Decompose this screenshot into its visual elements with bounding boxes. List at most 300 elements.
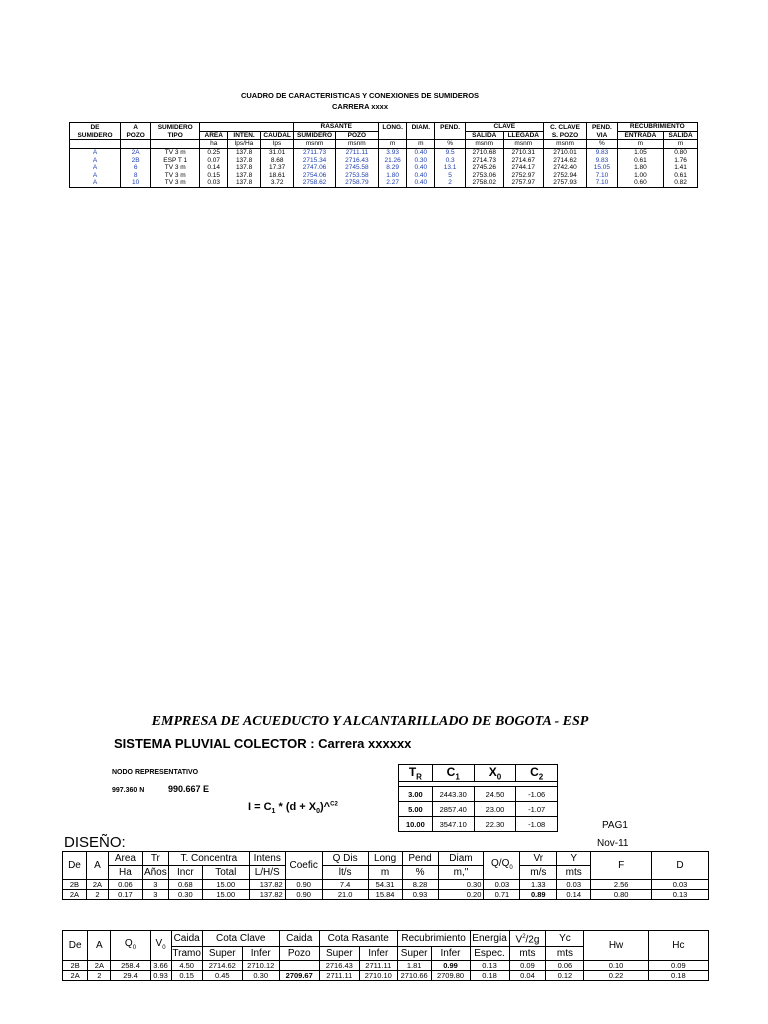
hdr2: m (368, 866, 402, 880)
table-cell: 0.71 (484, 890, 520, 900)
table-cell: 9.83 (587, 148, 617, 156)
table-cell: 3.00 (399, 787, 433, 802)
table-cell: 0.03 (484, 880, 520, 890)
table-row (63, 880, 709, 890)
table-cell: 2A (88, 961, 111, 971)
table-cell: 0.30 (242, 971, 279, 981)
hdr3: msnm (335, 140, 378, 149)
hdr-caida-pozo: Caida (279, 931, 319, 947)
table-cell: 0.30 (438, 880, 484, 890)
hdr2: ENTRADA (617, 131, 664, 140)
hdr-recub: Recubrimiento (397, 931, 470, 947)
table-cell: 0.03 (557, 880, 591, 890)
table-cell: A (70, 172, 121, 180)
table-cell: A (70, 156, 121, 164)
hdr2: Espec. (470, 947, 509, 961)
hdr-clave: CLAVE (465, 123, 543, 132)
table-cell: 2A (120, 148, 150, 156)
table-cell: 0.40 (407, 164, 435, 172)
table-row (399, 817, 558, 832)
table-row (63, 971, 709, 981)
table-cell: 1.81 (397, 961, 431, 971)
table-cell: 0.06 (108, 880, 142, 890)
hdr-text: Q (124, 937, 133, 949)
hdr2 (435, 131, 465, 140)
table-cell: 2A (63, 890, 87, 900)
table-cell: 2710.01 (543, 148, 586, 156)
table-cell: TV 3 m (151, 148, 200, 156)
table-cell: -1.08 (516, 817, 558, 832)
table-cell: 0.15 (171, 971, 202, 981)
hdr2: POZO (120, 131, 150, 140)
table-row (70, 156, 698, 164)
table-cell: 2714.67 (503, 156, 543, 164)
table-cell: 18.61 (260, 172, 294, 180)
table-cell: 0.99 (431, 961, 470, 971)
hdr-sub: 0 (162, 944, 166, 951)
table-cell: 0.30 (168, 890, 202, 900)
header-row-2 (70, 131, 698, 140)
table-cell: TV 3 m (151, 172, 200, 180)
formula-part: * (d + X (275, 801, 317, 813)
hdr-de: De (63, 852, 87, 880)
table-cell: 0.18 (470, 971, 509, 981)
hdr2: L/H/S (249, 866, 285, 880)
hdr-a: A (88, 931, 111, 961)
hdr2: CAUDAL (260, 131, 294, 140)
hdr-recub: RECUBRIMIENTO (617, 123, 697, 132)
table-cell: 3 (142, 890, 168, 900)
table-cell: 0.03 (200, 179, 228, 187)
hdr-a: A (120, 123, 150, 132)
table-cell: 2757.93 (543, 179, 586, 187)
rain-header (399, 765, 558, 782)
table-cell: 2744.17 (503, 164, 543, 172)
table-cell: 0.3 (435, 156, 465, 164)
table-cell: 0.03 (652, 880, 709, 890)
coord-n: 997.360 N (112, 787, 145, 794)
hdr2: Total (202, 866, 249, 880)
hdr-vr: Vr (520, 852, 557, 866)
table-cell: -1.06 (516, 787, 558, 802)
nodo-label: NODO REPRESENTATIVO (112, 769, 199, 776)
hdr-long: LONG. (379, 123, 407, 132)
hdr2: Años (143, 867, 167, 878)
table-cell: 0.90 (285, 890, 322, 900)
table-cell: 137.82 (249, 890, 285, 900)
hdr3: m (379, 140, 407, 149)
table-cell: 10.00 (399, 817, 433, 832)
formula-part: I = C (248, 801, 272, 813)
table-cell: 21.26 (379, 156, 407, 164)
formula-sub: 0 (316, 808, 321, 816)
table-cell: 1.80 (617, 164, 664, 172)
table-cell: 137.8 (228, 164, 261, 172)
table-cell: 6 (120, 164, 150, 172)
hdr-blank (200, 123, 294, 132)
table-row (399, 787, 558, 802)
table-cell: 0.25 (200, 148, 228, 156)
table-cell: 2 (86, 890, 108, 900)
table-cell: 0.20 (438, 890, 484, 900)
hdr2: Ha (108, 866, 142, 880)
hdr2: Incr (168, 866, 202, 880)
hdr-intens: Intens (249, 852, 285, 866)
hdr2: SALIDA (465, 131, 503, 140)
hdr-v0 (150, 931, 171, 961)
table-cell: 2714.62 (202, 961, 242, 971)
table-cell: 0.07 (200, 156, 228, 164)
header-row-1 (70, 123, 698, 132)
design-table-1 (62, 851, 709, 900)
table-row (70, 148, 698, 156)
table-cell: 2752.94 (543, 172, 586, 180)
table-row (70, 164, 698, 172)
table-cell: -1.07 (516, 802, 558, 817)
table-cell: 0.04 (509, 971, 546, 981)
table-cell: 2711.11 (319, 971, 359, 981)
table-cell: 7.4 (322, 880, 368, 890)
table-cell: 0.13 (470, 961, 509, 971)
table-cell: 2711.73 (294, 148, 335, 156)
hdr3: % (587, 140, 617, 149)
hdr-yc: Yc (546, 931, 584, 947)
table-cell: 0.80 (591, 890, 652, 900)
hdr-cota-clave: Cota Clave (202, 931, 279, 947)
table-row (63, 961, 709, 971)
hdr3: msnm (503, 140, 543, 149)
header-row-3 (70, 140, 698, 149)
table-cell: 2711.11 (359, 961, 397, 971)
table-cell: 2754.06 (294, 172, 335, 180)
hdr-long: Long (368, 852, 402, 866)
hdr3: msnm (543, 140, 586, 149)
table-cell: 2758.62 (294, 179, 335, 187)
rain-parameters-table (398, 764, 558, 832)
table-cell: 15.00 (202, 890, 249, 900)
table-cell: 2758.79 (335, 179, 378, 187)
hdr2: mts (546, 947, 584, 961)
table-cell: 0.68 (168, 880, 202, 890)
hdr-y: Y (557, 852, 591, 866)
hdr2: Super (397, 947, 431, 961)
hdr-hc: Hc (648, 931, 708, 961)
hdr-pend: PEND. (435, 123, 465, 132)
table-cell: 2B (63, 961, 88, 971)
hdr-text: T (408, 765, 417, 779)
hdr2: lt/s (322, 866, 368, 880)
hdr2: INTEN. (228, 131, 261, 140)
table-cell: 2.56 (591, 880, 652, 890)
table-cell: 2757.97 (503, 179, 543, 187)
top-title: CUADRO DE CARACTERISTICAS Y CONEXIONES DE SUMIDEROS (240, 91, 480, 100)
design2-header-1 (63, 931, 709, 947)
table-cell: A (70, 179, 121, 187)
table-cell: 3 (142, 880, 168, 890)
hdr-sup: 2 (522, 934, 526, 940)
hdr-diam: Diam (438, 852, 484, 866)
table-cell (279, 961, 319, 971)
table-cell: 2A (86, 880, 108, 890)
table-cell: 0.17 (108, 890, 142, 900)
hdr-a: A (86, 852, 108, 880)
table-cell: TV 3 m (151, 179, 200, 187)
formula-part: )^ (320, 801, 331, 813)
table-cell: 0.22 (584, 971, 648, 981)
table-cell: 1.76 (664, 156, 698, 164)
table-cell: 0.60 (617, 179, 664, 187)
hdr3 (120, 140, 150, 149)
table-cell: 15.00 (202, 880, 249, 890)
table-cell: 3.66 (150, 961, 171, 971)
table-cell: 3.93 (379, 148, 407, 156)
hdr2: Infer (431, 947, 470, 961)
table-cell: 0.12 (546, 971, 584, 981)
table-cell: 0.80 (664, 148, 698, 156)
table-cell: 0.93 (150, 971, 171, 981)
hdr-cclave: C. CLAVE (543, 123, 586, 132)
table-cell: 0.30 (407, 156, 435, 164)
hdr-sub: 0 (496, 772, 502, 782)
hdr2: Infer (359, 947, 397, 961)
table-cell: 2857.40 (432, 802, 474, 817)
design1-header-1 (63, 852, 709, 866)
hdr-sub: 0 (509, 864, 513, 871)
table-cell: 0.06 (546, 961, 584, 971)
table-cell: 31.01 (260, 148, 294, 156)
table-cell: 137.8 (228, 172, 261, 180)
table-cell: 9.83 (587, 156, 617, 164)
design-table-2 (62, 930, 709, 981)
hdr3: lps (260, 140, 294, 149)
table-cell: 2710.10 (359, 971, 397, 981)
table-cell: 3.72 (260, 179, 294, 187)
table-cell: 17.37 (260, 164, 294, 172)
table-cell: 2.27 (379, 179, 407, 187)
table-cell: 0.18 (648, 971, 708, 981)
table-cell: 0.40 (407, 172, 435, 180)
table-cell: 1.80 (379, 172, 407, 180)
table-cell: 0.10 (584, 961, 648, 971)
table-cell: 0.09 (648, 961, 708, 971)
table-cell: 2710.68 (465, 148, 503, 156)
hdr-sub: R (416, 772, 422, 782)
table-cell: 2 (88, 971, 111, 981)
hdr2: VIA (587, 131, 617, 140)
table-cell: 7.10 (587, 179, 617, 187)
hdr2: mts (509, 947, 546, 961)
table-row (399, 802, 558, 817)
table-cell: 2714.73 (465, 156, 503, 164)
table-cell: 2715.34 (294, 156, 335, 164)
hdr2: LLEGADA (503, 131, 543, 140)
hdr2: m," (438, 866, 484, 880)
hdr3: m (617, 140, 664, 149)
table-cell: 2710.66 (397, 971, 431, 981)
hdr2: Pozo (279, 947, 319, 961)
table-cell: 10 (120, 179, 150, 187)
hdr-sub: 1 (455, 772, 460, 782)
hdr-sub: 0 (132, 944, 137, 951)
hdr-text: V (515, 934, 523, 946)
table-cell: 0.90 (285, 880, 322, 890)
table-cell: 137.8 (228, 148, 261, 156)
table-cell: 8 (120, 172, 150, 180)
formula-sup: C2 (330, 801, 338, 808)
hdr-hw: Hw (584, 931, 648, 961)
table-cell: 24.50 (474, 787, 516, 802)
top-subtitle: CARRERA xxxx (332, 102, 388, 111)
hdr2: SUMIDERO (294, 131, 335, 140)
hdr-de: DE (70, 123, 121, 132)
table-cell: 2753.58 (335, 172, 378, 180)
table-cell: 2710.31 (503, 148, 543, 156)
table-cell: 2745.26 (465, 164, 503, 172)
hdr-qdis: Q Dis (322, 852, 368, 866)
table-cell: 22.30 (474, 817, 516, 832)
hdr2: SALIDA (664, 131, 698, 140)
hdr-text: C (446, 765, 456, 779)
hdr2: % (402, 866, 438, 880)
table-cell: 0.89 (520, 890, 557, 900)
hdr2: POZO (335, 131, 378, 140)
hdr-pendvia: PEND. (587, 123, 617, 132)
hdr-tr (399, 765, 433, 782)
hdr2: Infer (242, 947, 279, 961)
sumideros-table (69, 122, 698, 188)
table-cell: 2716.43 (335, 156, 378, 164)
table-cell: 5 (435, 172, 465, 180)
table-cell: 9.5 (435, 148, 465, 156)
table-cell: 0.61 (617, 156, 664, 164)
formula-sub: 1 (271, 808, 276, 816)
hdr2: Super (202, 947, 242, 961)
table-cell: 23.00 (474, 802, 516, 817)
hdr-de: De (63, 931, 88, 961)
hdr2: mts (557, 866, 591, 880)
table-cell: 2716.43 (319, 961, 359, 971)
hdr2: AREA (200, 131, 228, 140)
hdr3: msnm (294, 140, 335, 149)
table-cell: 7.10 (587, 172, 617, 180)
hdr2: TIPO (151, 131, 200, 140)
table-cell: 0.09 (509, 961, 546, 971)
hdr3: % (435, 140, 465, 149)
table-cell: 2B (120, 156, 150, 164)
date: Nov-11 (597, 838, 629, 849)
hdr-pend: Pend (402, 852, 438, 866)
hdr-v2g (509, 931, 546, 947)
hdr-caida: Caida (171, 931, 202, 947)
table-cell: 8.29 (379, 164, 407, 172)
table-cell: 2753.06 (465, 172, 503, 180)
table-cell: 0.93 (402, 890, 438, 900)
hdr-coefic: Coefic (285, 852, 322, 880)
table-cell: 2742.40 (543, 164, 586, 172)
hdr3 (151, 140, 200, 149)
table-cell: 0.15 (200, 172, 228, 180)
hdr-cota-rasante: Cota Rasante (319, 931, 397, 947)
table-cell: 2709.67 (279, 971, 319, 981)
table-cell: 13.1 (435, 164, 465, 172)
hdr3: m (407, 140, 435, 149)
table-row (70, 172, 698, 180)
page-number: PAG1 (602, 820, 628, 831)
hdr2: SUMIDERO (70, 131, 121, 140)
hdr-text: V (155, 937, 163, 949)
table-cell: 4.50 (171, 961, 202, 971)
hdr-diam: DIAM. (407, 123, 435, 132)
table-cell: TV 3 m (151, 164, 200, 172)
hdr-d: D (652, 852, 709, 880)
hdr-text: C (530, 765, 539, 779)
hdr-text: X (488, 765, 497, 779)
table-cell: 2A (63, 971, 88, 981)
hdr-tconc: T. Concentra (168, 852, 249, 866)
hdr-c1 (432, 765, 474, 782)
table-cell: 2443.30 (432, 787, 474, 802)
hdr-tr: Tr (142, 852, 168, 866)
hdr-x0 (474, 765, 516, 782)
table-cell: 8.28 (402, 880, 438, 890)
hdr3: ha (200, 140, 228, 149)
table-cell: 2745.58 (335, 164, 378, 172)
table-cell: 137.8 (228, 156, 261, 164)
table-cell: 0.40 (407, 148, 435, 156)
table-cell: 2709.80 (431, 971, 470, 981)
table-cell: 1.41 (664, 164, 698, 172)
system-title: SISTEMA PLUVIAL COLECTOR : Carrera xxxxxx (114, 736, 412, 751)
table-cell: 1.33 (520, 880, 557, 890)
table-cell: 2 (435, 179, 465, 187)
hdr2: Super (319, 947, 359, 961)
table-cell: 2711.11 (335, 148, 378, 156)
coord-e: 990.667 E (168, 784, 210, 794)
hdr2: Tramo (172, 948, 201, 960)
table-cell: 137.82 (249, 880, 285, 890)
table-cell: 2B (63, 880, 87, 890)
table-cell: A (70, 148, 121, 156)
hdr-qq0 (484, 852, 520, 880)
table-cell: 54.31 (368, 880, 402, 890)
table-cell: 15.84 (368, 890, 402, 900)
table-cell: 2747.06 (294, 164, 335, 172)
hdr-sumidero: SUMIDERO (151, 123, 200, 132)
hdr2: S. POZO (543, 131, 586, 140)
table-cell: 29.4 (111, 971, 150, 981)
table-cell: 5.00 (399, 802, 433, 817)
hdr-area: Area (108, 852, 142, 866)
hdr3: msnm (465, 140, 503, 149)
table-cell: 2710.12 (242, 961, 279, 971)
table-cell: 1.00 (617, 172, 664, 180)
table-cell: 0.13 (652, 890, 709, 900)
table-cell: 0.82 (664, 179, 698, 187)
design-label: DISEÑO: (64, 834, 126, 851)
table-cell: 0.14 (557, 890, 591, 900)
intensity-formula (248, 801, 338, 815)
hdr2: m/s (520, 866, 557, 880)
table-cell: ESP T 1 (151, 156, 200, 164)
table-cell: A (70, 164, 121, 172)
table-cell: 0.14 (200, 164, 228, 172)
table-cell: 1.05 (617, 148, 664, 156)
table-row (70, 179, 698, 187)
table-cell: 3547.10 (432, 817, 474, 832)
hdr-text: Q/Q (491, 857, 510, 869)
hdr-energia: Energia (470, 931, 509, 947)
hdr-text: /2g (525, 934, 540, 946)
